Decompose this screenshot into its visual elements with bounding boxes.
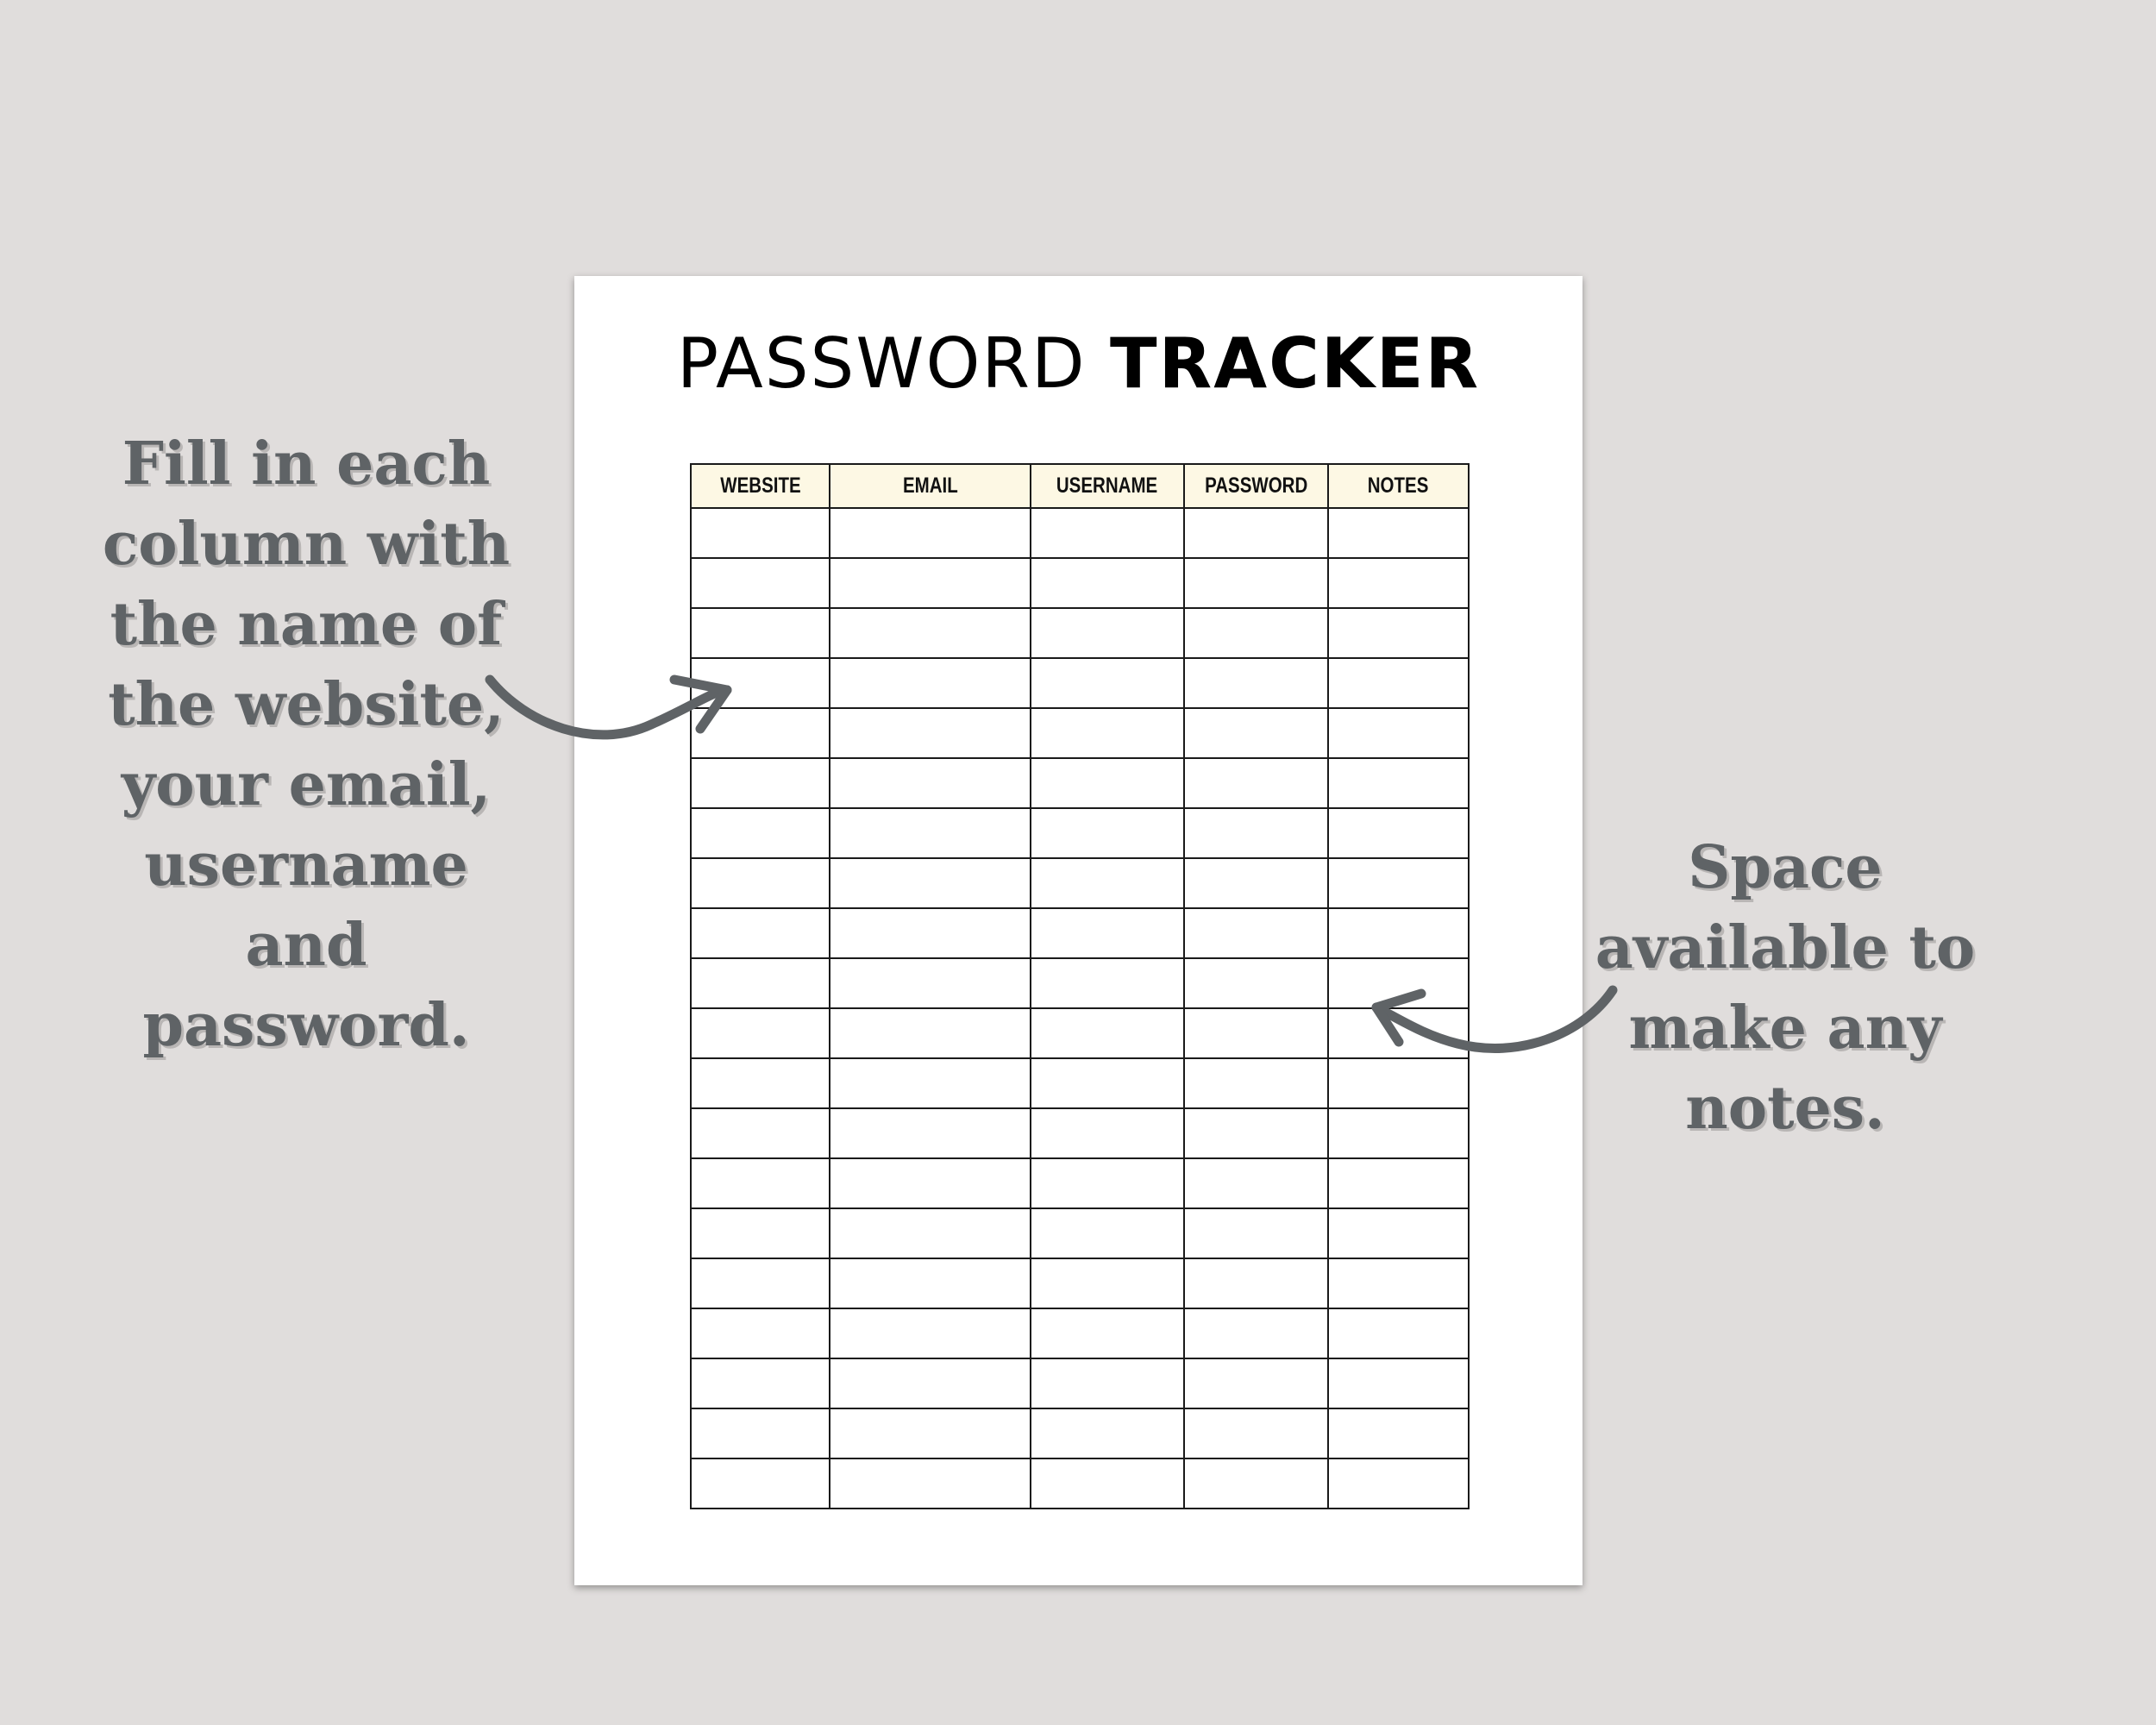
table-cell[interactable] <box>830 808 1031 858</box>
table-cell[interactable] <box>691 908 830 958</box>
title-light: PASSWORD <box>676 323 1087 404</box>
column-header-email: EMAIL <box>830 464 1031 508</box>
table-cell[interactable] <box>691 1108 830 1158</box>
table-cell[interactable] <box>830 1058 1031 1108</box>
table-row <box>691 1158 1469 1208</box>
table-cell[interactable] <box>1328 1008 1469 1058</box>
table-cell[interactable] <box>1031 808 1184 858</box>
table-cell[interactable] <box>1031 608 1184 658</box>
table-cell[interactable] <box>830 1108 1031 1158</box>
table-cell[interactable] <box>1031 508 1184 558</box>
table-cell[interactable] <box>1184 608 1328 658</box>
column-header-notes: NOTES <box>1328 464 1469 508</box>
table-row <box>691 758 1469 808</box>
table-cell[interactable] <box>830 1258 1031 1308</box>
notes-annotation: Space available to make any notes. <box>1595 833 1976 1143</box>
table-cell[interactable] <box>1328 858 1469 908</box>
table-cell[interactable] <box>1328 808 1469 858</box>
table-cell[interactable] <box>1328 508 1469 558</box>
table-cell[interactable] <box>1184 658 1328 708</box>
table-row <box>691 1458 1469 1509</box>
table-cell[interactable] <box>1031 1458 1184 1509</box>
table-cell[interactable] <box>691 608 830 658</box>
table-cell[interactable] <box>830 908 1031 958</box>
table-row <box>691 658 1469 708</box>
table-cell[interactable] <box>1328 558 1469 608</box>
table-cell[interactable] <box>691 1058 830 1108</box>
table-cell[interactable] <box>1184 1308 1328 1358</box>
table-row <box>691 508 1469 558</box>
table-cell[interactable] <box>1184 958 1328 1008</box>
table-cell[interactable] <box>691 1408 830 1458</box>
table-cell[interactable] <box>1328 1208 1469 1258</box>
table-row <box>691 1258 1469 1308</box>
table-cell[interactable] <box>1328 908 1469 958</box>
table-cell[interactable] <box>1031 858 1184 908</box>
tracker-page <box>574 276 1583 1585</box>
table-row <box>691 708 1469 758</box>
table-cell[interactable] <box>1328 1308 1469 1358</box>
table-cell[interactable] <box>1328 958 1469 1008</box>
table-cell[interactable] <box>830 958 1031 1008</box>
table-cell[interactable] <box>1031 708 1184 758</box>
table-cell[interactable] <box>1031 1008 1184 1058</box>
table-cell[interactable] <box>1328 608 1469 658</box>
table-cell[interactable] <box>1031 1108 1184 1158</box>
table-cell[interactable] <box>1328 708 1469 758</box>
table-cell[interactable] <box>691 1008 830 1058</box>
table-cell[interactable] <box>1328 1158 1469 1208</box>
password-table <box>690 463 1470 1509</box>
table-cell[interactable] <box>830 1008 1031 1058</box>
table-cell[interactable] <box>1328 758 1469 808</box>
table-cell[interactable] <box>691 708 830 758</box>
table-cell[interactable] <box>691 1258 830 1308</box>
column-header-username: USERNAME <box>1031 464 1184 508</box>
table-cell[interactable] <box>691 958 830 1008</box>
table-cell[interactable] <box>830 558 1031 608</box>
table-cell[interactable] <box>830 608 1031 658</box>
table-cell[interactable] <box>1031 908 1184 958</box>
table-row <box>691 808 1469 858</box>
table-cell[interactable] <box>830 758 1031 808</box>
page-title <box>574 323 1583 404</box>
table-cell[interactable] <box>1184 908 1328 958</box>
table-row <box>691 608 1469 658</box>
table-header-row <box>691 464 1469 508</box>
table-cell[interactable] <box>691 1208 830 1258</box>
table-cell[interactable] <box>1031 1258 1184 1308</box>
table-cell[interactable] <box>1184 558 1328 608</box>
table-cell[interactable] <box>830 708 1031 758</box>
table-row <box>691 1208 1469 1258</box>
table-cell[interactable] <box>830 1408 1031 1458</box>
table-cell[interactable] <box>691 1358 830 1408</box>
table-cell[interactable] <box>1031 1208 1184 1258</box>
table-cell[interactable] <box>1184 1208 1328 1258</box>
table-row <box>691 1058 1469 1108</box>
table-cell[interactable] <box>1031 758 1184 808</box>
table-cell[interactable] <box>1031 1058 1184 1108</box>
table-cell[interactable] <box>1328 1108 1469 1158</box>
table-cell[interactable] <box>1184 1258 1328 1308</box>
table-cell[interactable] <box>830 1208 1031 1258</box>
table-cell[interactable] <box>830 1158 1031 1208</box>
table-cell[interactable] <box>1184 1358 1328 1408</box>
table-cell[interactable] <box>830 858 1031 908</box>
table-cell[interactable] <box>691 558 830 608</box>
fill-instructions-annotation: Fill in each column with the name of the website, your email, username and password. <box>102 430 511 1060</box>
column-header-password: PASSWORD <box>1184 464 1328 508</box>
table-cell[interactable] <box>691 858 830 908</box>
table-cell[interactable] <box>1031 1308 1184 1358</box>
table-row <box>691 1358 1469 1408</box>
table-cell[interactable] <box>1184 1108 1328 1158</box>
column-header-website: WEBSITE <box>691 464 830 508</box>
table-cell[interactable] <box>691 1158 830 1208</box>
table-cell[interactable] <box>1031 1358 1184 1408</box>
table-cell[interactable] <box>1184 808 1328 858</box>
table-cell[interactable] <box>691 658 830 708</box>
table-cell[interactable] <box>1031 558 1184 608</box>
table-cell[interactable] <box>1328 1058 1469 1108</box>
table-row <box>691 958 1469 1008</box>
table-cell[interactable] <box>830 1458 1031 1509</box>
table-cell[interactable] <box>830 1358 1031 1408</box>
table-cell[interactable] <box>691 1458 830 1509</box>
table-row <box>691 1408 1469 1458</box>
table-cell[interactable] <box>830 508 1031 558</box>
table-row <box>691 558 1469 608</box>
table-row <box>691 908 1469 958</box>
table-cell[interactable] <box>1184 1458 1328 1509</box>
table-cell[interactable] <box>1328 1458 1469 1509</box>
title-bold: TRACKER <box>1110 323 1481 404</box>
table-body <box>691 508 1469 1509</box>
table-cell[interactable] <box>1031 1158 1184 1208</box>
table-cell[interactable] <box>1031 658 1184 708</box>
table-cell[interactable] <box>1328 1408 1469 1458</box>
table-cell[interactable] <box>830 1308 1031 1358</box>
table-cell[interactable] <box>1328 658 1469 708</box>
table-cell[interactable] <box>691 758 830 808</box>
table-cell[interactable] <box>1184 708 1328 758</box>
table-cell[interactable] <box>830 658 1031 708</box>
table-cell[interactable] <box>1184 1058 1328 1108</box>
table-cell[interactable] <box>1184 1408 1328 1458</box>
table-row <box>691 1008 1469 1058</box>
table-cell[interactable] <box>691 508 830 558</box>
table-cell[interactable] <box>1184 758 1328 808</box>
table-cell[interactable] <box>1328 1258 1469 1308</box>
table-cell[interactable] <box>1031 958 1184 1008</box>
table-row <box>691 858 1469 908</box>
table-row <box>691 1108 1469 1158</box>
table-cell[interactable] <box>1184 1158 1328 1208</box>
table-cell[interactable] <box>1031 1408 1184 1458</box>
table-cell[interactable] <box>1328 1358 1469 1408</box>
table-cell[interactable] <box>1184 1008 1328 1058</box>
table-cell[interactable] <box>691 808 830 858</box>
table-cell[interactable] <box>1184 508 1328 558</box>
table-row <box>691 1308 1469 1358</box>
table-cell[interactable] <box>691 1308 830 1358</box>
table-cell[interactable] <box>1184 858 1328 908</box>
